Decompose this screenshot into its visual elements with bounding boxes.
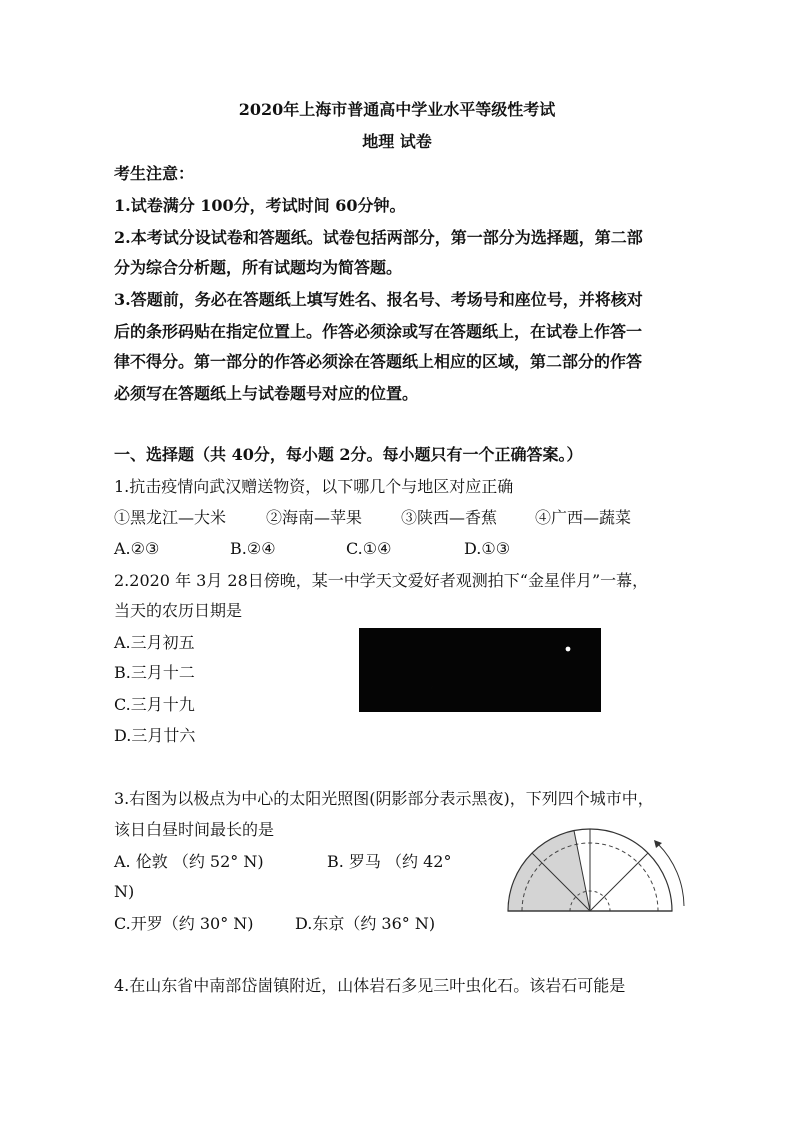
q2-option-c: C.三月十九 (114, 695, 195, 714)
q1-option-c: C.①④ (346, 539, 392, 558)
question-2-stem-a: 2.2020 年 3月 28日傍晚，某一中学天文爱好者观测拍下“金星伴月”一幕， (114, 571, 649, 590)
q1-option-d: D.①③ (464, 539, 511, 558)
question-3-stem-b: 该日白昼时间最长的是 (114, 820, 275, 839)
notice-line-2a: 2.本考试分设试卷和答题纸。试卷包括两部分，第一部分为选择题，第二部 (114, 228, 643, 247)
q2-option-b: B.三月十二 (114, 663, 195, 682)
q1-item-3: ③陕西—香蕉 (401, 508, 498, 527)
q3-option-c: C.开罗（约 30° N) (114, 914, 254, 933)
question-3-stem-a: 3.右图为以极点为中心的太阳光照图(阴影部分表示黑夜)，下列四个城市中， (114, 789, 654, 808)
night-sky (359, 628, 601, 712)
notice-line-1: 1.试卷满分 100分，考试时间 60分钟。 (114, 196, 406, 215)
notice-line-3d: 必须写在答题纸上与试卷题号对应的位置。 (114, 384, 419, 403)
q1-option-a: A.②③ (114, 539, 160, 558)
q2-option-d: D.三月廿六 (114, 726, 196, 745)
q3-option-d: D.东京（约 36° N) (295, 914, 436, 933)
q1-item-2: ②海南—苹果 (266, 508, 363, 527)
question-2-stem-b: 当天的农历日期是 (114, 601, 243, 620)
q3-option-b-cont: N) (114, 882, 135, 901)
notice-line-3c: 律不得分。第一部分的作答必须涂在答题纸上相应的区域，第二部分的作答 (114, 352, 643, 371)
notice-line-3b: 后的条形码贴在指定位置上。作答必须涂或写在答题纸上，在试卷上作答一 (114, 322, 643, 341)
q3-option-a: A. 伦敦 （约 52° N) (114, 852, 264, 871)
q2-option-a: A.三月初五 (114, 633, 195, 652)
notice-line-3a: 3.答题前，务必在答题纸上填写姓名、报名号、考场号和座位号，并将核对 (114, 290, 643, 309)
question-4-stem: 4.在山东省中南部岱崮镇附近，山体岩石多见三叶虫化石。该岩石可能是 (114, 976, 626, 995)
q3-option-b: B. 罗马 （约 42° (327, 852, 452, 871)
venus-icon (566, 647, 571, 652)
section-heading: 一、选择题（共 40分，每小题 2分。每小题只有一个正确答案。） (114, 445, 583, 464)
polar-illumination-diagram (500, 810, 698, 922)
question-1-stem: 1.抗击疫情向武汉赠送物资，以下哪几个与地区对应正确 (114, 477, 514, 496)
notice-line-2b: 分为综合分析题，所有试题均为简答题。 (114, 258, 403, 277)
venus-moon-photo (359, 628, 601, 712)
exam-subtitle: 地理 试卷 (362, 132, 432, 151)
q1-item-1: ①黑龙江—大米 (114, 508, 227, 527)
q1-item-4: ④广西—蔬菜 (535, 508, 632, 527)
notice-heading: 考生注意： (114, 164, 195, 183)
q1-option-b: B.②④ (230, 539, 276, 558)
exam-title: 2020年上海市普通高中学业水平等级性考试 (238, 100, 556, 119)
meridian-line (590, 853, 648, 911)
